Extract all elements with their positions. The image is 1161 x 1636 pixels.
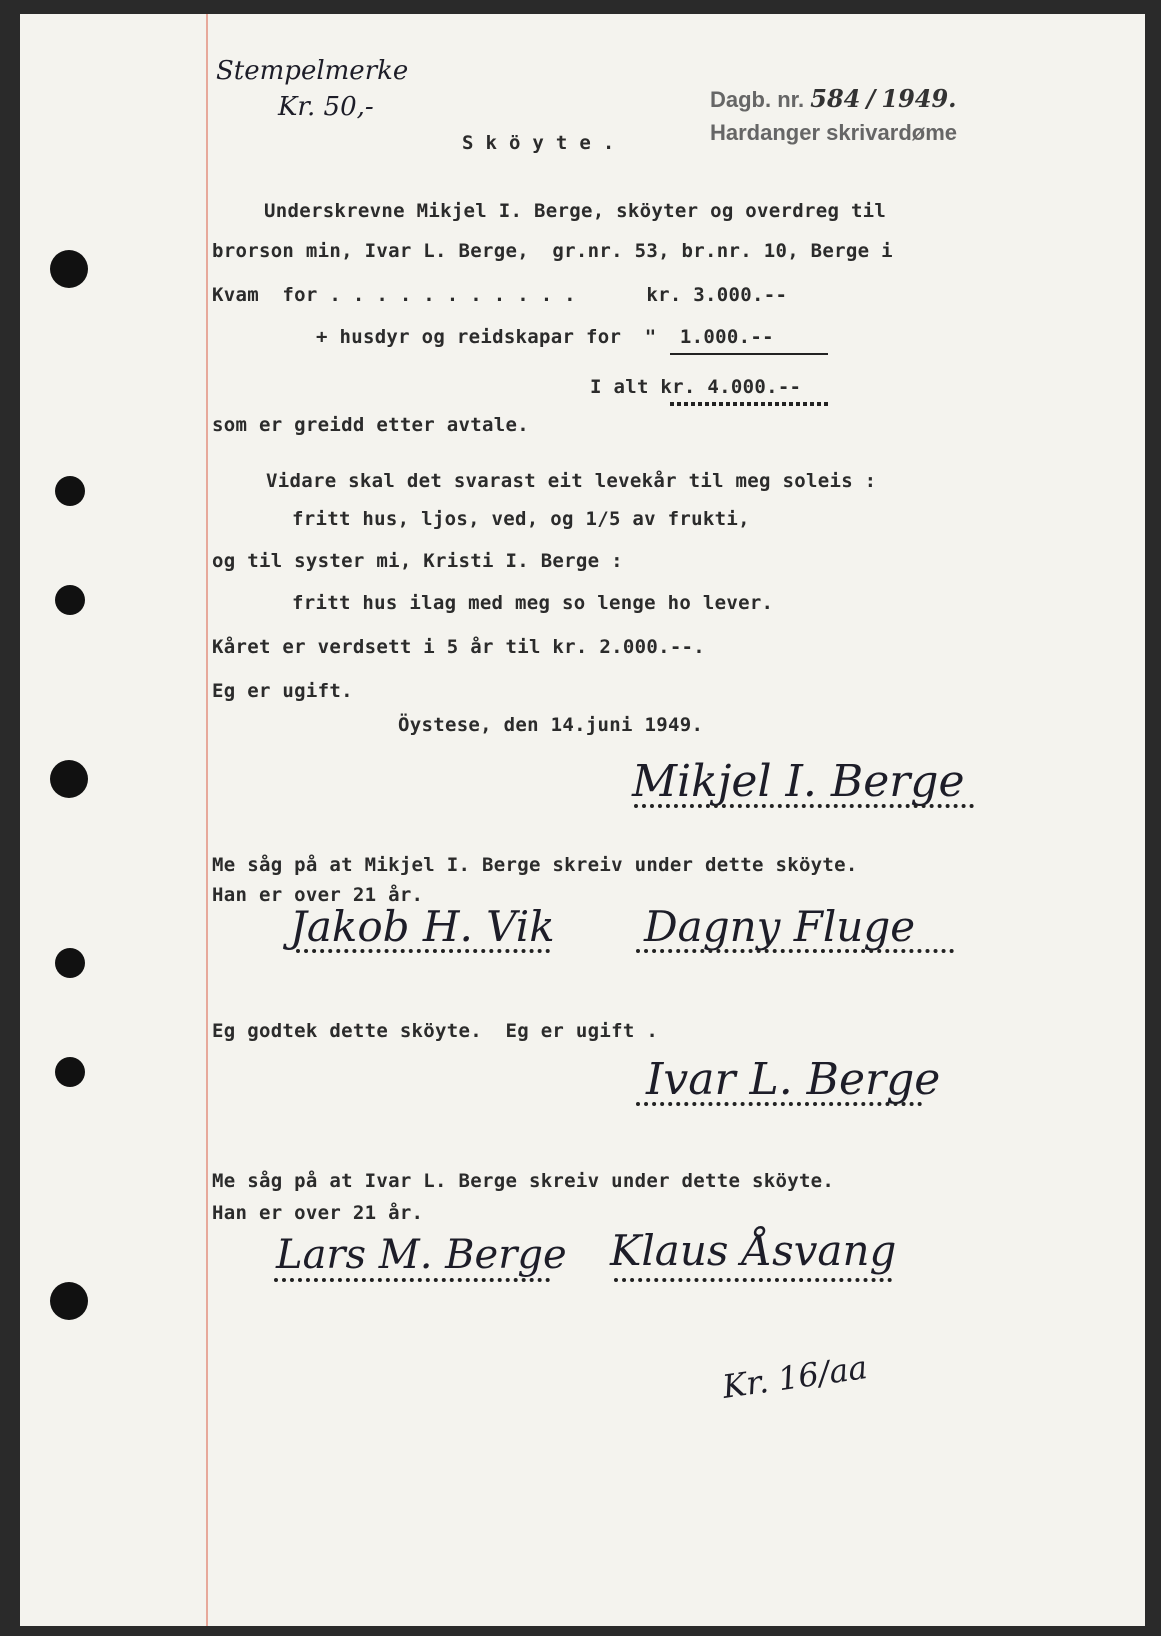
- punch-hole: [55, 1057, 85, 1087]
- body-line: fritt hus, ljos, ved, og 1/5 av frukti,: [292, 508, 750, 530]
- witness-statement: Han er over 21 år.: [212, 1202, 424, 1224]
- witness-signature: Jakob H. Vik: [290, 902, 555, 951]
- body-line: Eg er ugift.: [212, 680, 353, 702]
- acceptance-line: Eg godtek dette sköyte. Eg er ugift .: [212, 1020, 659, 1042]
- body-line: brorson min, Ivar L. Berge, gr.nr. 53, br.nr. 10, Berge i: [212, 240, 893, 262]
- seller-signature: Mikjel I. Berge: [632, 756, 965, 807]
- punch-hole: [50, 250, 88, 288]
- signature-line: [636, 1102, 922, 1106]
- witness-signature: Lars M. Berge: [276, 1232, 567, 1278]
- body-line: Vidare skal det svarast eit levekår til meg soleis :: [266, 470, 877, 492]
- body-line: Kåret er verdsett i 5 år til kr. 2.000.--.: [212, 636, 706, 658]
- total-line: I alt kr. 4.000.--: [590, 376, 802, 398]
- witness-statement: Me såg på at Mikjel I. Berge skreiv under dette sköyte.: [212, 854, 858, 876]
- punch-hole: [55, 948, 85, 978]
- document-title: S k ö y t e .: [462, 132, 615, 154]
- signature-line: [636, 949, 954, 953]
- place-date: Öystese, den 14.juni 1949.: [398, 714, 704, 736]
- witness-signature: Klaus Åsvang: [610, 1226, 897, 1275]
- stamp-duty-label: Stempelmerke: [216, 56, 409, 86]
- body-line: og til syster mi, Kristi I. Berge :: [212, 550, 623, 572]
- punch-hole: [55, 585, 85, 615]
- registry-stamp-line1: Dagb. nr. 584 / 1949.: [710, 84, 957, 113]
- signature-line: [614, 1278, 892, 1282]
- signature-line: [296, 949, 550, 953]
- signature-line: [274, 1278, 550, 1282]
- body-line: som er greidd etter avtale.: [212, 414, 529, 436]
- punch-hole: [50, 1282, 88, 1320]
- witness-statement: Han er over 21 år.: [212, 884, 424, 906]
- body-line: fritt hus ilag med meg so lenge ho lever.: [292, 592, 774, 614]
- registry-number: 584: [810, 84, 861, 113]
- registry-year: 1949.: [881, 84, 957, 113]
- registry-stamp-line2: Hardanger skrivardøme: [710, 120, 957, 145]
- handwritten-note: Kr. 16/aa: [720, 1348, 870, 1406]
- document-page: [20, 14, 1145, 1626]
- witness-signature: Dagny Fluge: [644, 902, 916, 951]
- buyer-signature: Ivar L. Berge: [646, 1054, 941, 1105]
- punch-hole: [50, 760, 88, 798]
- sum-underline: [670, 353, 828, 355]
- stamp-duty-amount: Kr. 50,-: [278, 92, 374, 122]
- body-line: Underskrevne Mikjel I. Berge, sköyter og overdreg til: [264, 200, 887, 222]
- total-double-underline: [670, 402, 828, 406]
- punch-hole: [55, 476, 85, 506]
- margin-rule: [206, 14, 208, 1626]
- price-line: Kvam for . . . . . . . . . . . kr. 3.000.--: [212, 284, 788, 306]
- price-line: + husdyr og reidskapar for " 1.000.--: [316, 326, 774, 348]
- witness-statement: Me såg på at Ivar L. Berge skreiv under dette sköyte.: [212, 1170, 835, 1192]
- signature-line: [634, 804, 974, 808]
